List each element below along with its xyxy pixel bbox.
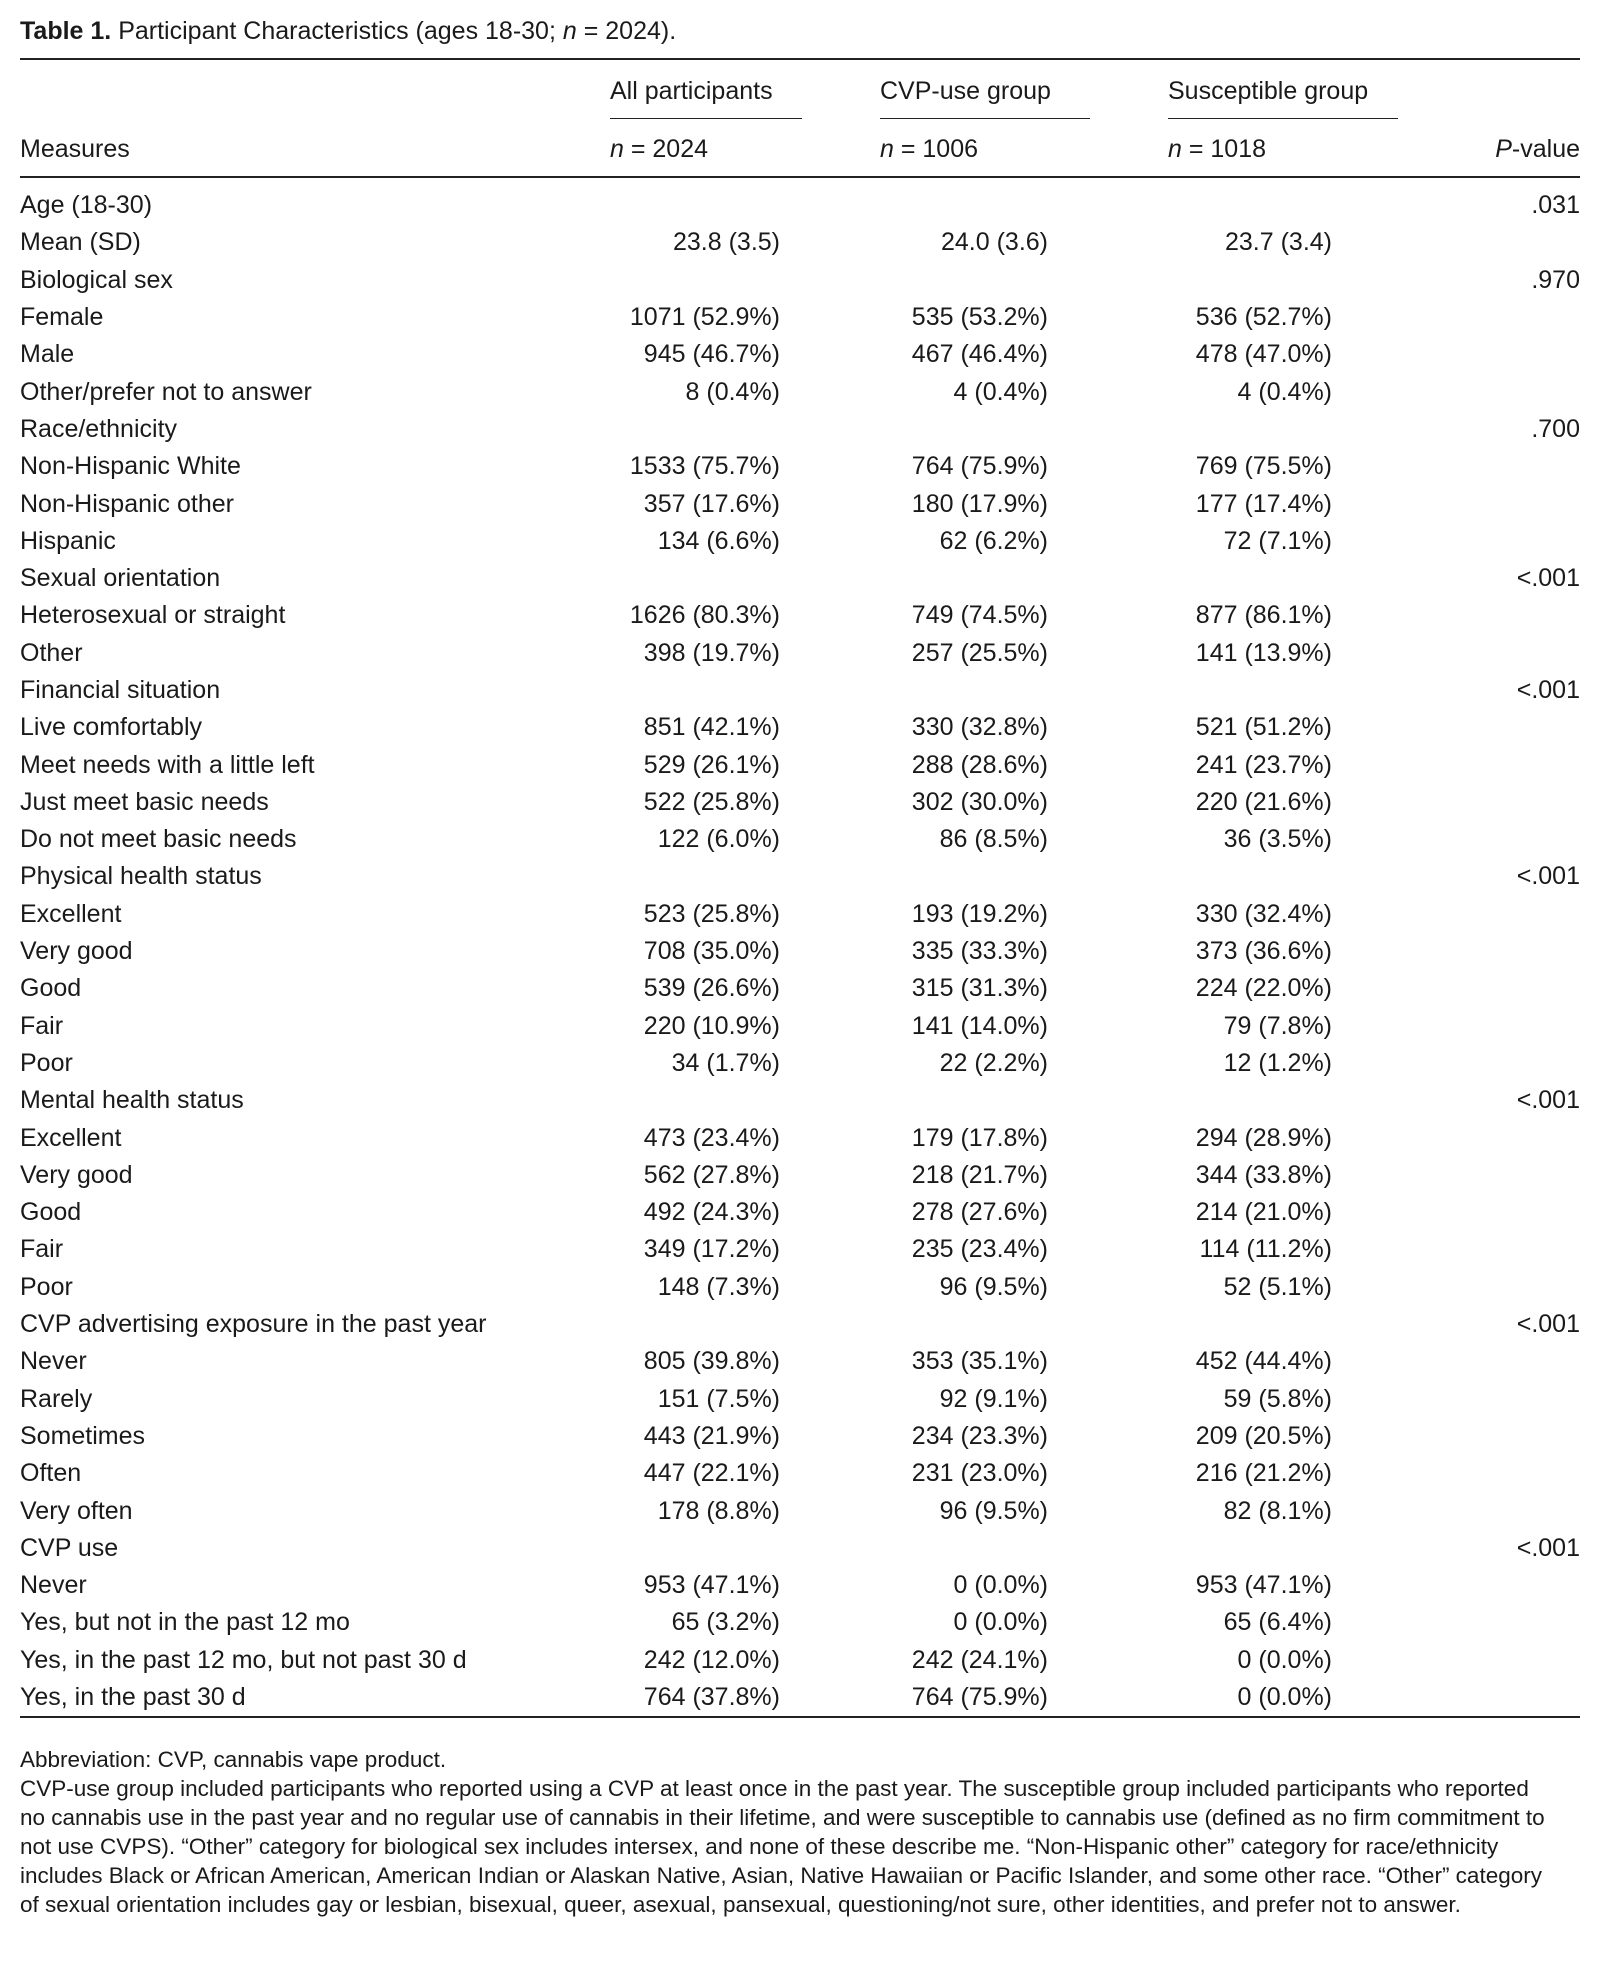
measure-heading-row	[20, 1306, 1580, 1343]
empty-cell	[1332, 970, 1580, 1007]
cvp-use-group-value: 353 (35.1%)	[911, 1347, 1048, 1376]
category-label: Do not meet basic needs	[20, 825, 297, 854]
measure-category-row	[20, 1194, 1580, 1231]
table-caption	[20, 14, 676, 48]
category-label: Just meet basic needs	[20, 787, 269, 816]
p-value-cell: <.001	[1516, 564, 1580, 593]
header-p-value	[1495, 132, 1580, 166]
category-label: Meet needs with a little left	[20, 750, 315, 779]
cvp-use-group-value: 86 (8.5%)	[939, 825, 1048, 854]
measure-heading: CVP use	[20, 1533, 119, 1562]
caption-n-value: = 2024).	[576, 17, 677, 45]
cvp-use-group-value: 22 (2.2%)	[939, 1048, 1048, 1077]
n-symbol: n	[610, 135, 624, 163]
susceptible-group-value: 114 (11.2%)	[1199, 1235, 1332, 1264]
n-value: = 1018	[1181, 135, 1267, 163]
cvp-use-group-value: 92 (9.1%)	[939, 1384, 1048, 1413]
empty-cell	[1332, 523, 1580, 560]
empty-cell	[1332, 373, 1580, 410]
susceptible-group-value: 373 (36.6%)	[1195, 937, 1332, 966]
empty-cell	[580, 1306, 780, 1343]
header-susceptible-group: Susceptible group	[1168, 77, 1369, 105]
susceptible-group-value: 330 (32.4%)	[1195, 899, 1332, 928]
measure-heading-row	[20, 262, 1580, 299]
header-cvp-use-group: CVP-use group	[880, 77, 1051, 105]
empty-cell	[780, 1306, 1048, 1343]
category-label: Female	[20, 303, 104, 332]
empty-cell	[1332, 1604, 1580, 1641]
empty-cell	[1332, 1008, 1580, 1045]
all-participants-value: 357 (17.6%)	[643, 489, 780, 518]
all-participants-value: 178 (8.8%)	[657, 1496, 780, 1525]
cvp-use-group-value: 235 (23.4%)	[911, 1235, 1048, 1264]
measure-category-row	[20, 597, 1580, 634]
measure-heading: Age (18-30)	[20, 191, 153, 220]
header-n-cvp	[880, 132, 978, 166]
measure-category-row	[20, 1679, 1580, 1716]
table-footnotes	[20, 1745, 1560, 1919]
top-rule	[20, 58, 1580, 60]
p-value-cell: .700	[1531, 414, 1580, 443]
category-label: Sometimes	[20, 1421, 146, 1450]
characteristics-table	[20, 187, 1580, 1716]
all-participants-value: 1533 (75.7%)	[629, 452, 780, 481]
measure-heading: CVP advertising exposure in the past year	[20, 1310, 487, 1339]
empty-cell	[580, 262, 780, 299]
empty-cell	[1048, 672, 1332, 709]
p-value-cell: <.001	[1516, 676, 1580, 704]
all-participants-value: 148 (7.3%)	[657, 1272, 780, 1301]
all-participants-value: 134 (6.6%)	[657, 526, 780, 555]
all-participants-value: 220 (10.9%)	[643, 1011, 780, 1040]
all-participants-value: 1071 (52.9%)	[629, 303, 780, 332]
susceptible-group-value: 521 (51.2%)	[1195, 713, 1332, 742]
measure-heading: Mental health status	[20, 1086, 244, 1115]
measure-category-row	[20, 523, 1580, 560]
all-participants-value: 562 (27.8%)	[643, 1160, 780, 1189]
cvp-use-group-value: 535 (53.2%)	[911, 303, 1048, 332]
all-participants-value: 23.8 (3.5)	[672, 228, 780, 257]
susceptible-group-value: 220 (21.6%)	[1195, 787, 1332, 816]
empty-cell	[1332, 1231, 1580, 1268]
cvp-use-group-value: 315 (31.3%)	[911, 974, 1048, 1003]
susceptible-group-value: 877 (86.1%)	[1195, 601, 1332, 630]
all-participants-value: 151 (7.5%)	[657, 1384, 780, 1413]
susceptible-group-value: 82 (8.1%)	[1223, 1496, 1332, 1525]
empty-cell	[780, 1530, 1048, 1567]
p-value-cell: <.001	[1516, 1533, 1580, 1562]
measure-category-row	[20, 821, 1580, 858]
measure-category-row	[20, 784, 1580, 821]
p-value-cell: .031	[1531, 191, 1580, 220]
category-label: Good	[20, 1198, 82, 1227]
all-participants-value: 522 (25.8%)	[643, 787, 780, 816]
susceptible-group-value: 241 (23.7%)	[1195, 750, 1332, 779]
empty-cell	[1332, 224, 1580, 261]
empty-cell	[1332, 1455, 1580, 1492]
all-participants-value: 708 (35.0%)	[643, 937, 780, 966]
all-participants-value: 1626 (80.3%)	[629, 601, 780, 630]
measure-heading: Biological sex	[20, 265, 173, 294]
cvp-use-group-value: 257 (25.5%)	[911, 638, 1048, 667]
cvp-use-group-value: 193 (19.2%)	[911, 899, 1048, 928]
category-label: Very good	[20, 1160, 133, 1189]
empty-cell	[1332, 597, 1580, 634]
empty-cell	[1332, 1119, 1580, 1156]
measure-heading: Race/ethnicity	[20, 414, 178, 443]
category-label: Very good	[20, 937, 133, 966]
abbreviation-note: Abbreviation: CVP, cannabis vape product.	[20, 1747, 447, 1772]
header-bottom-rule	[20, 176, 1580, 178]
measure-category-row	[20, 970, 1580, 1007]
susceptible-group-value: 177 (17.4%)	[1195, 489, 1332, 518]
measure-heading-row	[20, 560, 1580, 597]
susceptible-group-value: 59 (5.8%)	[1223, 1384, 1332, 1413]
empty-cell	[1332, 1679, 1580, 1716]
cvp-use-group-value: 231 (23.0%)	[911, 1459, 1048, 1488]
measure-category-row	[20, 1381, 1580, 1418]
category-label: Fair	[20, 1011, 64, 1040]
table-label: Table 1.	[20, 17, 112, 45]
measure-category-row	[20, 299, 1580, 336]
all-participants-value: 34 (1.7%)	[671, 1048, 780, 1077]
category-label: Yes, in the past 12 mo, but not past 30 d	[20, 1645, 467, 1674]
cvp-use-group-value: 242 (24.1%)	[911, 1645, 1048, 1674]
measure-category-row	[20, 448, 1580, 485]
measure-heading-row	[20, 1530, 1580, 1567]
bottom-rule	[20, 1716, 1580, 1718]
empty-cell	[1332, 1045, 1580, 1082]
n-symbol: n	[1168, 135, 1182, 163]
empty-cell	[1048, 560, 1332, 597]
measure-category-row	[20, 1231, 1580, 1268]
cvp-use-group-value: 288 (28.6%)	[911, 750, 1048, 779]
empty-cell	[780, 560, 1048, 597]
empty-cell	[1048, 187, 1332, 224]
category-label: Heterosexual or straight	[20, 601, 286, 630]
empty-cell	[1048, 1306, 1332, 1343]
susceptible-group-value: 72 (7.1%)	[1223, 526, 1332, 555]
category-label: Yes, in the past 30 d	[20, 1683, 246, 1712]
category-label: Good	[20, 974, 82, 1003]
susceptible-group-value: 52 (5.1%)	[1223, 1272, 1332, 1301]
measure-heading-row	[20, 187, 1580, 224]
empty-cell	[1332, 635, 1580, 672]
category-label: Often	[20, 1459, 82, 1488]
susceptible-group-value: 12 (1.2%)	[1223, 1048, 1332, 1077]
category-label: Poor	[20, 1272, 73, 1301]
header-all-participants: All participants	[610, 77, 773, 105]
measure-category-row	[20, 1418, 1580, 1455]
empty-cell	[1332, 1269, 1580, 1306]
empty-cell	[1048, 1082, 1332, 1119]
n-symbol: n	[880, 135, 894, 163]
empty-cell	[1332, 1418, 1580, 1455]
n-value: = 1006	[893, 135, 979, 163]
measure-category-row	[20, 1119, 1580, 1156]
all-participants-value: 473 (23.4%)	[643, 1123, 780, 1152]
measure-category-row	[20, 1567, 1580, 1604]
all-participants-value: 539 (26.6%)	[643, 974, 780, 1003]
measure-category-row	[20, 896, 1580, 933]
category-label: Rarely	[20, 1384, 93, 1413]
cvp-use-group-value: 467 (46.4%)	[911, 340, 1048, 369]
susceptible-group-value: 4 (0.4%)	[1237, 377, 1332, 406]
category-label: Excellent	[20, 899, 122, 928]
measure-heading: Sexual orientation	[20, 564, 221, 593]
p-suffix: -value	[1511, 135, 1580, 163]
susceptible-group-value: 478 (47.0%)	[1195, 340, 1332, 369]
susceptible-group-value: 36 (3.5%)	[1223, 825, 1332, 854]
measure-category-row	[20, 485, 1580, 522]
all-participants-value: 805 (39.8%)	[643, 1347, 780, 1376]
category-label: Other/prefer not to answer	[20, 377, 312, 406]
cvp-use-group-value: 180 (17.9%)	[911, 489, 1048, 518]
p-value-cell: <.001	[1516, 1310, 1580, 1339]
empty-cell	[1048, 411, 1332, 448]
caption-text: Participant Characteristics (ages 18-30;	[118, 17, 563, 45]
empty-cell	[1332, 1567, 1580, 1604]
category-label: Non-Hispanic other	[20, 489, 234, 518]
cvp-use-group-value: 335 (33.3%)	[911, 937, 1048, 966]
caption-n-symbol: n	[562, 17, 577, 45]
empty-cell	[580, 1530, 780, 1567]
susceptible-group-value: 224 (22.0%)	[1195, 974, 1332, 1003]
all-participants-value: 492 (24.3%)	[643, 1198, 780, 1227]
all-participants-value: 953 (47.1%)	[643, 1571, 780, 1600]
empty-cell	[1332, 1157, 1580, 1194]
measure-category-row	[20, 1642, 1580, 1679]
susceptible-group-value: 294 (28.9%)	[1195, 1123, 1332, 1152]
measure-category-row	[20, 1455, 1580, 1492]
all-participants-value: 8 (0.4%)	[685, 377, 780, 406]
empty-cell	[1332, 448, 1580, 485]
empty-cell	[1332, 1642, 1580, 1679]
empty-cell	[1048, 1530, 1332, 1567]
cvp-use-group-value: 749 (74.5%)	[911, 601, 1048, 630]
susceptible-group-value: 953 (47.1%)	[1195, 1571, 1332, 1600]
all-participants-value: 349 (17.2%)	[643, 1235, 780, 1264]
category-label: Never	[20, 1347, 87, 1376]
all-participants-value: 242 (12.0%)	[643, 1645, 780, 1674]
cvp-use-group-value: 278 (27.6%)	[911, 1198, 1048, 1227]
susceptible-group-value: 536 (52.7%)	[1195, 303, 1332, 332]
susceptible-group-value: 216 (21.2%)	[1195, 1459, 1332, 1488]
empty-cell	[780, 858, 1048, 895]
all-participants-value: 398 (19.7%)	[643, 638, 780, 667]
p-value-cell: .970	[1531, 265, 1580, 294]
group-rule-susceptible	[1168, 118, 1398, 119]
empty-cell	[780, 411, 1048, 448]
measure-category-row	[20, 1008, 1580, 1045]
empty-cell	[1048, 262, 1332, 299]
susceptible-group-value: 141 (13.9%)	[1195, 638, 1332, 667]
cvp-use-group-value: 4 (0.4%)	[953, 377, 1048, 406]
group-rule-cvp	[880, 118, 1090, 119]
cvp-use-group-value: 141 (14.0%)	[911, 1011, 1048, 1040]
empty-cell	[580, 858, 780, 895]
p-symbol: P	[1495, 135, 1512, 163]
measure-category-row	[20, 224, 1580, 261]
measure-category-row	[20, 1157, 1580, 1194]
p-value-cell: <.001	[1516, 1086, 1580, 1115]
empty-cell	[1332, 896, 1580, 933]
susceptible-group-value: 0 (0.0%)	[1237, 1683, 1332, 1712]
group-definition-note: CVP-use group included participants who reported using a CVP at least once in the past year. The susceptible group included participants who reported no cannabis use in the past year and no regular use of cannabis in their lifetime, and were susceptible to cannabis use (defined as no firm commitment to not use CVPS). “Other” category for biological sex includes intersex, and none of these describe me. “Non-Hispanic other” category for race/ethnicity includes Black or African American, American Indian or Alaskan Native, Asian, Native Hawaiian or Pacific Islander, and some other race. “Other” category of sexual orientation includes gay or lesbian, bisexual, queer, asexual, pansexual, questioning/not sure, other identities, and prefer not to answer.	[20, 1776, 1545, 1917]
cvp-use-group-value: 96 (9.5%)	[939, 1272, 1048, 1301]
p-value-cell: <.001	[1516, 862, 1580, 891]
measure-category-row	[20, 336, 1580, 373]
empty-cell	[1332, 1492, 1580, 1529]
cvp-use-group-value: 764 (75.9%)	[911, 452, 1048, 481]
cvp-use-group-value: 764 (75.9%)	[911, 1683, 1048, 1712]
category-label: Very often	[20, 1496, 133, 1525]
cvp-use-group-value: 96 (9.5%)	[939, 1496, 1048, 1525]
empty-cell	[780, 187, 1048, 224]
cvp-use-group-value: 234 (23.3%)	[911, 1421, 1048, 1450]
measure-heading: Physical health status	[20, 862, 262, 891]
cvp-use-group-value: 179 (17.8%)	[911, 1123, 1048, 1152]
category-label: Mean (SD)	[20, 228, 141, 257]
table-body	[20, 187, 1580, 1716]
measure-heading-row	[20, 1082, 1580, 1119]
empty-cell	[580, 1082, 780, 1119]
measure-category-row	[20, 709, 1580, 746]
susceptible-group-value: 79 (7.8%)	[1223, 1011, 1332, 1040]
empty-cell	[1332, 299, 1580, 336]
all-participants-value: 523 (25.8%)	[643, 899, 780, 928]
empty-cell	[1048, 858, 1332, 895]
empty-cell	[1332, 709, 1580, 746]
header-measures: Measures	[20, 135, 130, 163]
empty-cell	[1332, 336, 1580, 373]
empty-cell	[780, 262, 1048, 299]
measure-category-row	[20, 746, 1580, 783]
cvp-use-group-value: 0 (0.0%)	[953, 1608, 1048, 1637]
all-participants-value: 65 (3.2%)	[671, 1608, 780, 1637]
susceptible-group-value: 23.7 (3.4)	[1224, 228, 1332, 257]
susceptible-group-value: 209 (20.5%)	[1195, 1421, 1332, 1450]
susceptible-group-value: 344 (33.8%)	[1195, 1160, 1332, 1189]
empty-cell	[1332, 821, 1580, 858]
n-value: = 2024	[623, 135, 709, 163]
category-label: Excellent	[20, 1123, 122, 1152]
susceptible-group-value: 214 (21.0%)	[1195, 1198, 1332, 1227]
measure-category-row	[20, 1045, 1580, 1082]
category-label: Non-Hispanic White	[20, 452, 241, 481]
empty-cell	[780, 1082, 1048, 1119]
category-label: Male	[20, 340, 75, 369]
empty-cell	[580, 672, 780, 709]
empty-cell	[1332, 1381, 1580, 1418]
category-label: Fair	[20, 1235, 64, 1264]
measure-category-row	[20, 1269, 1580, 1306]
empty-cell	[580, 411, 780, 448]
measure-heading-row	[20, 672, 1580, 709]
all-participants-value: 443 (21.9%)	[643, 1421, 780, 1450]
empty-cell	[1332, 933, 1580, 970]
all-participants-value: 122 (6.0%)	[657, 825, 780, 854]
category-label: Never	[20, 1571, 87, 1600]
header-n-susceptible	[1168, 132, 1266, 166]
category-label: Hispanic	[20, 526, 116, 555]
measure-category-row	[20, 1492, 1580, 1529]
susceptible-group-value: 769 (75.5%)	[1195, 452, 1332, 481]
all-participants-value: 529 (26.1%)	[643, 750, 780, 779]
measure-category-row	[20, 1343, 1580, 1380]
category-label: Poor	[20, 1048, 73, 1077]
all-participants-value: 945 (46.7%)	[643, 340, 780, 369]
empty-cell	[780, 672, 1048, 709]
cvp-use-group-value: 302 (30.0%)	[911, 787, 1048, 816]
all-participants-value: 851 (42.1%)	[643, 713, 780, 742]
cvp-use-group-value: 62 (6.2%)	[939, 526, 1048, 555]
cvp-use-group-value: 24.0 (3.6)	[940, 228, 1048, 257]
empty-cell	[1332, 784, 1580, 821]
empty-cell	[1332, 1194, 1580, 1231]
cvp-use-group-value: 330 (32.8%)	[911, 713, 1048, 742]
measure-heading-row	[20, 858, 1580, 895]
category-label: Other	[20, 638, 83, 667]
cvp-use-group-value: 0 (0.0%)	[953, 1571, 1048, 1600]
susceptible-group-value: 65 (6.4%)	[1223, 1608, 1332, 1637]
category-label: Live comfortably	[20, 713, 203, 742]
empty-cell	[1332, 485, 1580, 522]
empty-cell	[1332, 1343, 1580, 1380]
empty-cell	[580, 560, 780, 597]
all-participants-value: 764 (37.8%)	[643, 1683, 780, 1712]
measure-category-row	[20, 1604, 1580, 1641]
group-rule-all	[610, 118, 802, 119]
susceptible-group-value: 452 (44.4%)	[1195, 1347, 1332, 1376]
empty-cell	[580, 187, 780, 224]
header-n-all	[610, 132, 708, 166]
measure-category-row	[20, 373, 1580, 410]
susceptible-group-value: 0 (0.0%)	[1237, 1645, 1332, 1674]
empty-cell	[1332, 746, 1580, 783]
category-label: Yes, but not in the past 12 mo	[20, 1608, 350, 1637]
measure-category-row	[20, 933, 1580, 970]
all-participants-value: 447 (22.1%)	[643, 1459, 780, 1488]
cvp-use-group-value: 218 (21.7%)	[911, 1160, 1048, 1189]
measure-heading-row	[20, 411, 1580, 448]
measure-category-row	[20, 635, 1580, 672]
measure-heading: Financial situation	[20, 676, 221, 704]
